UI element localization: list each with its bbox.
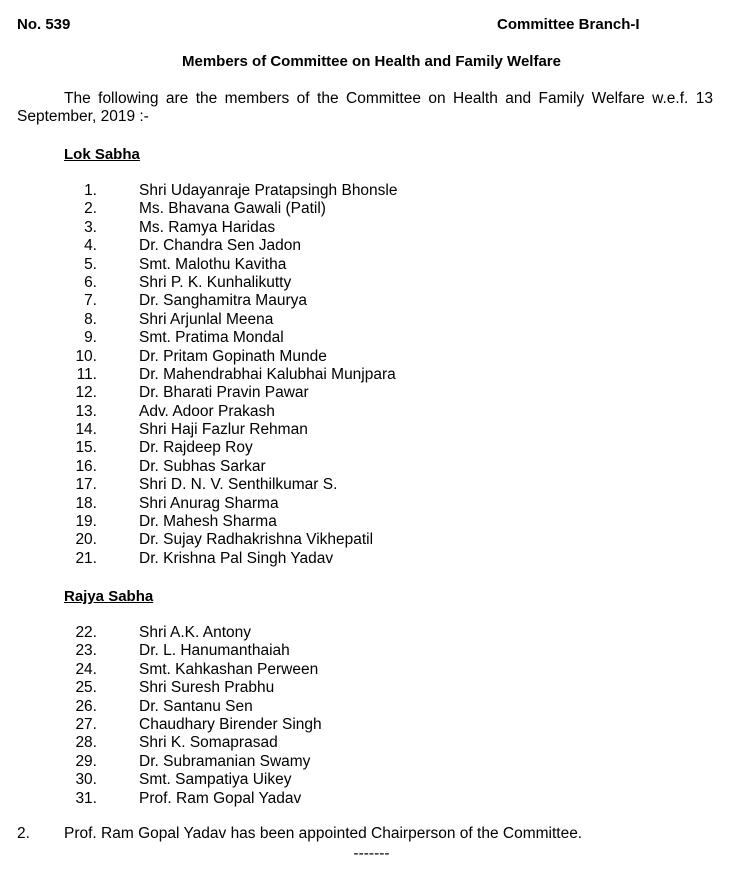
member-name: Ms. Bhavana Gawali (Patil)	[139, 200, 326, 218]
member-name: Shri Udayanraje Pratapsingh Bhonsle	[139, 182, 398, 199]
member-name: Ms. Ramya Haridas	[139, 218, 276, 236]
member-number: 3.	[84, 218, 97, 236]
list-item	[0, 274, 743, 292]
list-item	[0, 182, 743, 200]
member-name: Dr. Sanghamitra Maurya	[139, 292, 307, 310]
member-name: Shri Suresh Prabhu	[139, 679, 275, 697]
member-number: 24.	[75, 660, 97, 678]
member-number: 25.	[75, 679, 97, 697]
list-item	[0, 311, 743, 329]
member-name: Shri Haji Fazlur Rehman	[139, 421, 308, 439]
member-name: Adv. Adoor Prakash	[139, 402, 275, 420]
member-number: 10.	[75, 347, 97, 365]
list-item	[0, 219, 743, 237]
member-number: 31.	[75, 789, 97, 807]
note-number: 2.	[17, 825, 30, 842]
list-item	[0, 753, 743, 771]
list-item	[0, 661, 743, 679]
member-name: Shri Arjunlal Meena	[139, 310, 274, 328]
member-name: Smt. Pratima Mondal	[139, 329, 284, 347]
list-item	[0, 366, 743, 384]
member-name: Dr. Chandra Sen Jadon	[139, 237, 301, 255]
member-number: 8.	[84, 310, 97, 328]
list-item	[0, 495, 743, 513]
list-item	[0, 716, 743, 734]
list-item	[0, 550, 743, 568]
member-name: Shri K. Somaprasad	[139, 734, 278, 752]
member-number: 28.	[75, 734, 97, 752]
list-item	[0, 624, 743, 642]
member-number: 18.	[75, 494, 97, 512]
member-number: 21.	[75, 549, 97, 567]
member-number: 4.	[84, 237, 97, 255]
member-number: 27.	[75, 715, 97, 733]
member-name: Prof. Ram Gopal Yadav	[139, 789, 302, 807]
member-number: 20.	[75, 531, 97, 549]
member-name: Smt. Kahkashan Perween	[139, 660, 319, 678]
list-item	[0, 476, 743, 494]
list-item	[0, 531, 743, 549]
member-number: 16.	[75, 457, 97, 475]
member-number: 11.	[76, 365, 97, 383]
member-number: 12.	[75, 384, 97, 402]
list-item	[0, 679, 743, 697]
note-text: Prof. Ram Gopal Yadav has been appointed Chairperson of the Committee.	[64, 825, 583, 842]
member-name: Dr. Pritam Gopinath Munde	[139, 347, 327, 365]
rajya-sabha-heading: Rajya Sabha	[64, 588, 154, 605]
list-item	[0, 200, 743, 218]
lok-sabha-heading: Lok Sabha	[64, 146, 140, 163]
bulletin-number: No. 539	[17, 16, 71, 33]
member-number: 7.	[84, 292, 97, 310]
list-item	[0, 642, 743, 660]
member-number: 9.	[84, 329, 97, 347]
member-name: Dr. Mahendrabhai Kalubhai Munjpara	[139, 365, 396, 383]
list-item	[0, 513, 743, 531]
member-number: 13.	[75, 402, 97, 420]
list-item	[0, 237, 743, 255]
member-name: Shri Anurag Sharma	[139, 494, 279, 512]
page-title: Members of Committee on Health and Family Welfare	[182, 53, 561, 70]
list-item	[0, 790, 743, 808]
member-number: 23.	[75, 642, 97, 660]
member-name: Dr. Mahesh Sharma	[139, 513, 277, 531]
member-name: Chaudhary Birender Singh	[139, 715, 322, 733]
member-number: 2.	[84, 200, 97, 218]
member-name: Dr. Subhas Sarkar	[139, 457, 266, 475]
list-item	[0, 292, 743, 310]
member-number: 30.	[75, 771, 97, 789]
member-name: Shri P. K. Kunhalikutty	[139, 273, 292, 291]
member-number: 29.	[75, 752, 97, 770]
intro-paragraph: The following are the members of the Committee on Health and Family Welfare w.e.f. 13 September, 2019 :-	[17, 90, 713, 125]
member-name: Smt. Malothu Kavitha	[139, 255, 287, 273]
list-item	[0, 329, 743, 347]
member-number: 6.	[84, 273, 97, 291]
rajya-sabha-member-list	[0, 624, 743, 808]
member-name: Shri A.K. Antony	[139, 624, 252, 641]
member-number: 17.	[75, 476, 97, 494]
member-number: 22.	[75, 624, 97, 641]
member-number: 5.	[84, 255, 97, 273]
member-name: Dr. Rajdeep Roy	[139, 439, 253, 457]
member-number: 19.	[75, 513, 97, 531]
member-name: Dr. Krishna Pal Singh Yadav	[139, 549, 334, 567]
lok-sabha-member-list	[0, 182, 743, 568]
member-number: 14.	[75, 421, 97, 439]
member-name: Dr. Subramanian Swamy	[139, 752, 311, 770]
member-name: Dr. Bharati Pravin Pawar	[139, 384, 309, 402]
list-item	[0, 421, 743, 439]
member-name: Dr. L. Hanumanthaiah	[139, 642, 290, 660]
closing-rule: -------	[353, 845, 390, 862]
member-number: 26.	[75, 697, 97, 715]
member-number: 1.	[84, 182, 97, 199]
list-item	[0, 439, 743, 457]
member-name: Dr. Sujay Radhakrishna Vikhepatil	[139, 531, 374, 549]
member-number: 15.	[75, 439, 97, 457]
list-item	[0, 734, 743, 752]
list-item	[0, 348, 743, 366]
list-item	[0, 384, 743, 402]
list-item	[0, 403, 743, 421]
list-item	[0, 771, 743, 789]
member-name: Shri D. N. V. Senthilkumar S.	[139, 476, 338, 494]
member-name: Smt. Sampatiya Uikey	[139, 771, 292, 789]
member-name: Dr. Santanu Sen	[139, 697, 253, 715]
branch-name: Committee Branch-I	[497, 16, 640, 33]
list-item	[0, 458, 743, 476]
list-item	[0, 698, 743, 716]
list-item	[0, 256, 743, 274]
